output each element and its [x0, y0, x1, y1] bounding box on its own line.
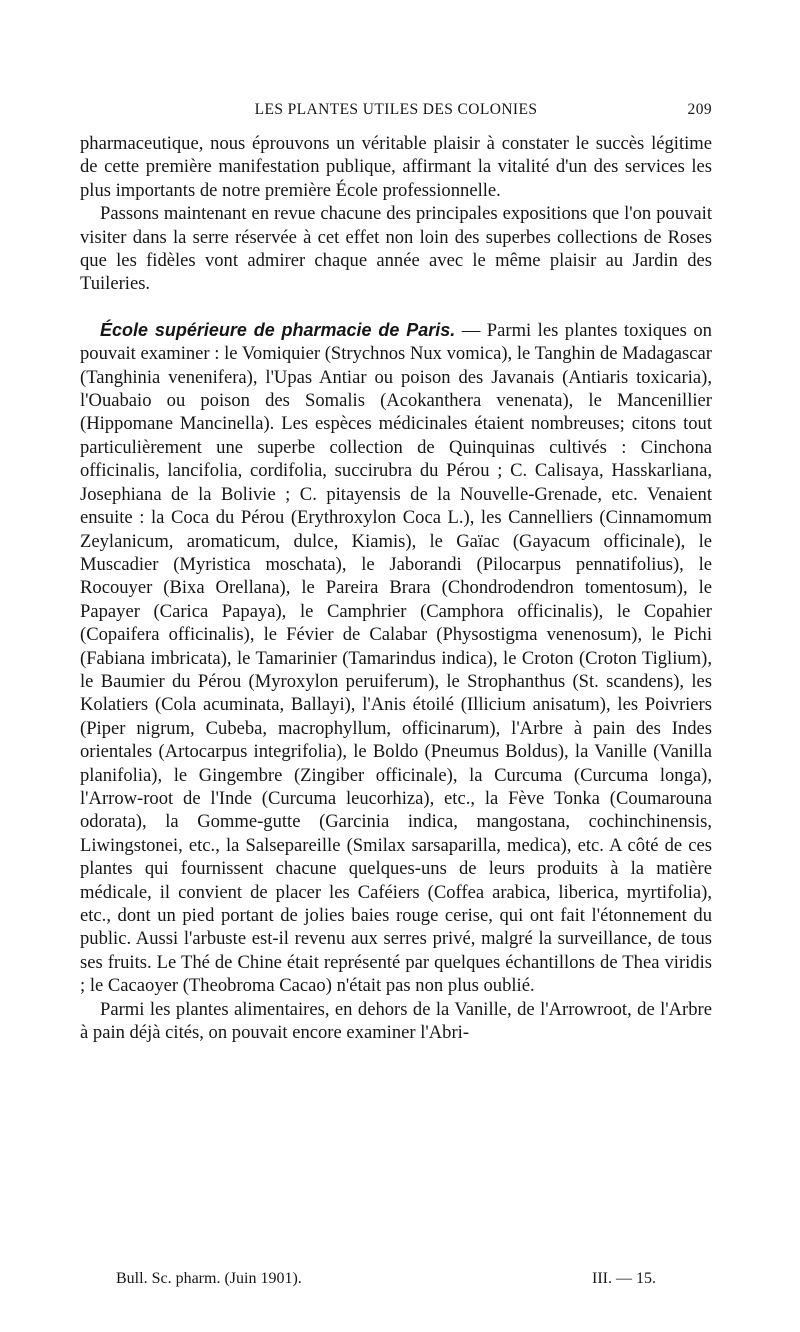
- paragraph-3-body: — Parmi les plantes toxiques on pouvait examiner : le Vomiquier (Strychnos Nux vomica), le Tanghin de Madagascar (Tanghinia venenifera), l'Upas Antiar ou poison des Javanais (Antiaris toxicaria), l'Ouabaio ou poison des Somalis (Acokanthera venenata), le Mancenillier (Hippomane Mancinella). Les espèces médicinales étaient nombreuses; citons tout particulièrement une superbe collection de Quinquinas cultivés : Cinchona officinalis, lancifolia, cordifolia, succirubra du Pérou ; C. Calisaya, Hasskarliana, Josephiana de la Bolivie ; C. pitayensis de la Nouvelle-Grenade, etc. Venaient ensuite : la Coca du Pérou (Erythroxylon Coca L.), les Cannelliers (Cinnamomum Zeylanicum, aromaticum, dulce, Kiamis), le Gaïac (Gayacum officinale), le Muscadier (Myristica moschata), le Jaborandi (Pilocarpus pennatifolius), le Rocouyer (Bixa Orellana), le Pareira Brara (Chondrodendron tomentosum), le Papayer (Carica Papaya), le Camphrier (Camphora officinalis), le Copahier (Copaifera officinalis), le Févier de Calabar (Physostigma venenosum), le Pichi (Fabiana imbricata), le Tamarinier (Tamarindus indica), le Croton (Croton Tiglium), le Baumier du Pérou (Myroxylon peruiferum), le Strophanthus (St. scandens), les Kolatiers (Cola acuminata, Ballayi), l'Anis étoilé (Illicium anisatum), les Poivriers (Piper nigrum, Cubeba, macrophyllum, officinarum), l'Arbre à pain des Indes orientales (Artocarpus integrifolia), le Boldo (Pneumus Boldus), la Vanille (Vanilla planifolia), le Gingembre (Zingiber officinale), la Curcuma (Curcuma longa), l'Arrow-root de l'Inde (Curcuma leucorhiza), etc., la Fève Tonka (Coumarouna odorata), la Gomme-gutte (Garcinia indica, mangostana, cochinchinensis, Liwingstonei, etc., la Salsepareille (Smilax sarsaparilla, medica), etc. A côté de ces plantes qui fournissent chacune quelques-uns de leurs produits à la matière médicale, il convient de placer les Caféiers (Coffea arabica, liberica, myrtifolia), etc., dont un pied portant de jolies baies rouge cerise, qui ont fait l'étonnement du public. Aussi l'arbuste est-il revenu aux serres privé, malgré la surveillance, de tous ses fruits. Le Thé de Chine était représenté par quelques échantillons de Thea viridis ; le Cacaoyer (Theobroma Cacao) n'était pas non plus oublié.: [80, 319, 712, 997]
- journal-citation: Bull. Sc. pharm. (Juin 1901).: [116, 1270, 302, 1287]
- body-text: [80, 132, 712, 1044]
- running-header: [80, 101, 712, 125]
- signature-mark: III. — 15.: [592, 1270, 656, 1287]
- paragraph-2: Passons maintenant en revue chacune des principales expositions que l'on pouvait visiter dans la serre réservée à cet effet non loin des superbes collections de Roses que les fidèles vont admirer chaque année avec le même plaisir au Jardin des Tuileries.: [80, 203, 712, 295]
- running-title: LES PLANTES UTILES DES COLONIES: [254, 101, 538, 118]
- section-gap: [80, 296, 712, 319]
- section-heading: École supérieure de pharmacie de Paris.: [100, 319, 456, 340]
- page-number: 209: [687, 101, 712, 118]
- paragraph-1: pharmaceutique, nous éprouvons un véritable plaisir à constater le succès légitime de cette première manifestation publique, affirmant la vitalité d'un des services les plus importants de notre première École professionnelle.: [80, 133, 712, 201]
- page-footer: [116, 1270, 656, 1294]
- paragraph-3: [80, 319, 712, 998]
- paragraph-4: Parmi les plantes alimentaires, en dehors de la Vanille, de l'Arrowroot, de l'Arbre à pain déjà cités, on pouvait encore examiner l'Abri-: [80, 998, 712, 1044]
